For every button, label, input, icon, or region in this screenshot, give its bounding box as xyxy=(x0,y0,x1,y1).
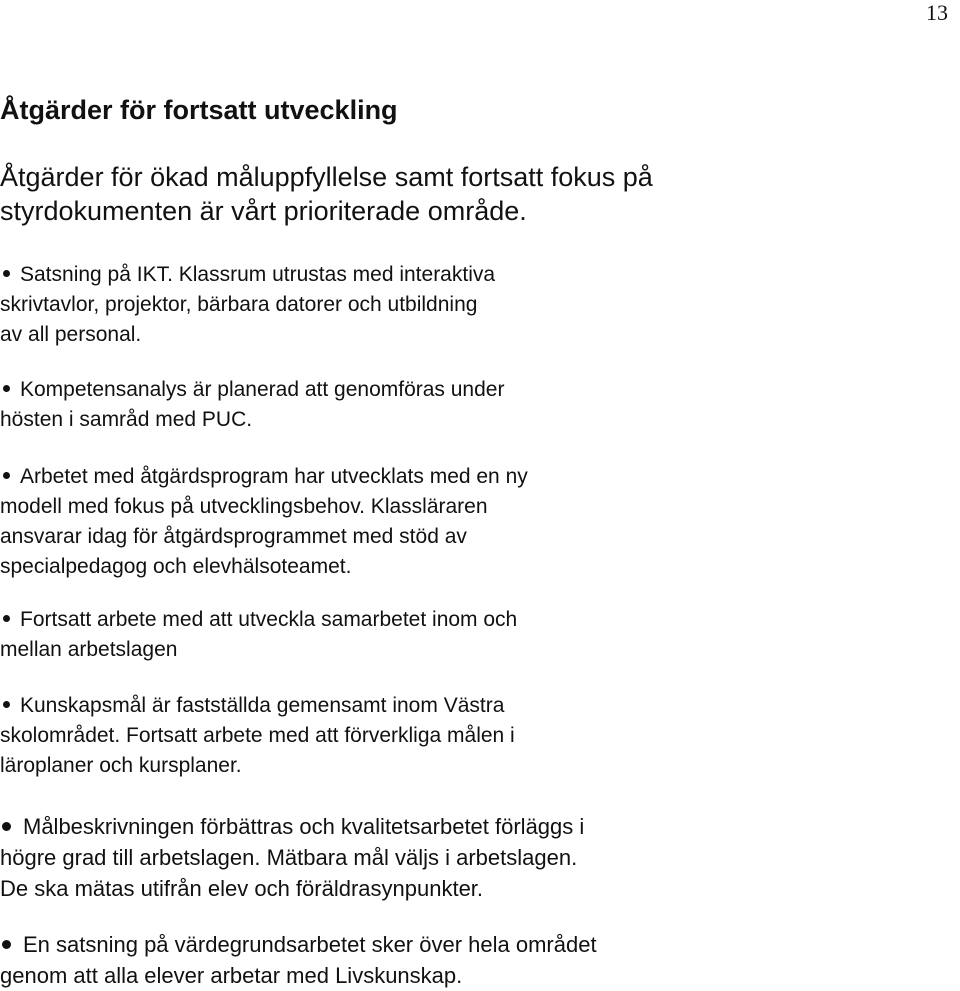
bullet-dot-icon xyxy=(2,822,11,831)
bullet-item-kunskapsmal xyxy=(0,691,515,781)
bullet-dot-icon xyxy=(3,615,10,622)
bullet-text: En satsning på värdegrundsarbetet sker över hela området genom att alla elever arbetar med Livskunskap. xyxy=(0,932,597,988)
bullet-text: Målbeskrivningen förbättras och kvalitetsarbetet förläggs i högre grad till arbetslagen. Mätbara mål väljs i arbetslagen. De ska mätas utifrån elev och föräldrasynpunkter. xyxy=(0,814,585,901)
bullet-text: Kompetensanalys är planerad att genomföras under hösten i samråd med PUC. xyxy=(0,378,505,431)
bullet-item-malbeskrivning xyxy=(0,811,584,904)
bullet-dot-icon xyxy=(2,940,11,949)
bullet-item-samarbete xyxy=(0,605,517,665)
bullet-dot-icon xyxy=(3,385,10,392)
bullet-item-ikt xyxy=(0,260,495,350)
bullet-text: Fortsatt arbete med att utveckla samarbetet inom och mellan arbetslagen xyxy=(0,608,518,661)
bullet-text: Satsning på IKT. Klassrum utrustas med interaktiva skrivtavlor, projektor, bärbara datorer och utbildning av all personal. xyxy=(0,263,496,346)
intro-paragraph: Åtgärder för ökad måluppfyllelse samt fortsatt fokus på styrdokumenten är vårt prioriterade område. xyxy=(0,162,653,226)
bullet-item-kompetensanalys xyxy=(0,375,504,435)
bullet-text: Arbetet med åtgärdsprogram har utvecklats med en ny modell med fokus på utvecklingsbehov. Klassläraren ansvarar idag för åtgärdsprogrammet med stöd av specialpedagog och elevhälsoteamet. xyxy=(0,465,528,578)
bullet-item-vardegrund xyxy=(0,929,597,991)
bullet-dot-icon xyxy=(3,701,10,708)
bullet-dot-icon xyxy=(3,270,10,277)
bullet-text: Kunskapsmål är fastställda gemensamt inom Västra skolområdet. Fortsatt arbete med att förverkliga målen i läroplaner och kursplaner. xyxy=(0,694,515,777)
section-heading: Åtgärder för fortsatt utveckling xyxy=(0,95,398,125)
bullet-item-atgardsprogram xyxy=(0,462,528,582)
page-number: 13 xyxy=(926,0,948,25)
bullet-dot-icon xyxy=(3,472,10,479)
